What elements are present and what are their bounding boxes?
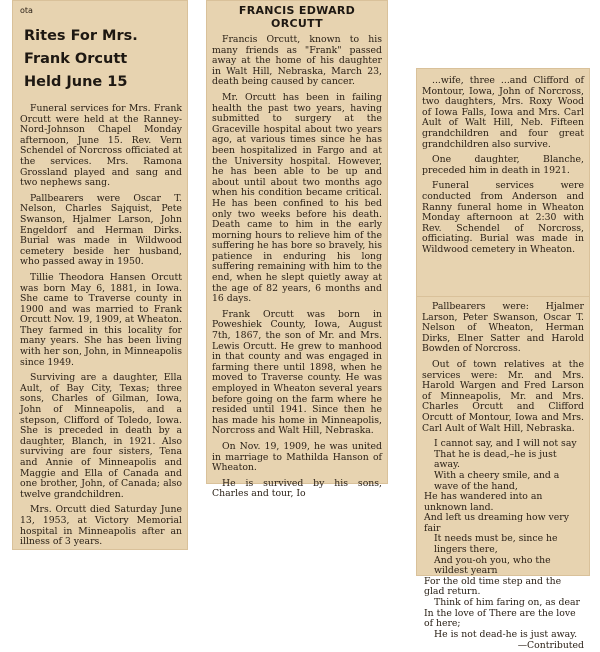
poem <box>422 439 584 640</box>
paragraph: He is survived by his sons, Charles and tour, Io <box>212 477 382 500</box>
paragraph: Mr. Orcutt has been in failing health the past two years, having submitted to surgery at the Graceville hospital about two years ago, at various times since he has been hospitalized in Fargo and at the University hospital. However, he has been able to be up and about until about two months ago when his condition became critical. He has been confined to his bed only two weeks before his death. Death came to him in the early morning hours to relieve him of the suffering he has bore so bravely, his patience in enduring his long suffering remaining with him to the end, when he slept quietly away at the age of 82 years, 6 months and 16 days. <box>212 91 382 305</box>
poem-line: For the old time step and the glad return. <box>424 575 562 598</box>
paragraph: ...wife, three ...and Clifford of Montour, Iowa, John of Norcross, two daughters, Mrs. Roxy Wood of Iowa Falls, Iowa and Mrs. Carl Ault of Walt Hill, Neb. Fifteen grandchildren and four great grandchildren also survive. <box>422 75 584 150</box>
clipping-headline <box>24 25 182 94</box>
headline-line-2: Frank Orcutt <box>24 51 128 67</box>
paragraph: Surviving are a daughter, Ella Ault, of Bay City, Texas; three sons, Charles of Gilman, Iowa, John of Minneapolis, and a stepson, Clifford of Toledo, Iowa. She is preceded in death by a daughter, Blanch, in 1921. Also surviving are four sisters, Tena and Annie of Minneapolis and Maggie and Ella of Canada and one brother, John, of Canada; also twelve grandchildren. <box>20 372 182 500</box>
clipping-mrs-frank-orcutt <box>12 0 188 550</box>
headline-line-3: Held June 15 <box>24 74 128 90</box>
paragraph: Francis Orcutt, known to his many friends as "Frank" passed away at the home of his daughter in Walt Hill, Nebraska, March 23, death being caused by cancer. <box>212 34 382 88</box>
paragraph: One daughter, Blanche, preceded him in death in 1921. <box>422 154 584 176</box>
paragraph: Mrs. Orcutt died Saturday June 13, 1953, at Victory Memorial hospital in Minneapolis after an illness of 3 years. <box>20 504 182 548</box>
poem-line: With a cheery smile, and a wave of the hand, <box>434 469 560 492</box>
paragraph: Tillie Theodora Hansen Orcutt was born May 6, 1881, in Iowa. She came to Traverse county in 1900 and was married to Frank Orcutt Nov. 19, 1909, at Wheaton. They farmed in this locality for many years. She has been living with her son, John, in Minneapolis since 1949. <box>20 271 182 368</box>
clipping-continuation-top <box>416 68 590 300</box>
poem-line: And you-oh you, who the wildest yearn <box>434 554 551 577</box>
poem-line: He is not dead-he is just away. <box>434 628 578 640</box>
clipping-top-fragment: ota <box>20 6 33 15</box>
clipping-continuation-bottom <box>416 296 590 652</box>
poem-line: And left us dreaming how very fair <box>424 512 570 534</box>
clipping-headline: FRANCIS EDWARD ORCUTT <box>238 4 356 30</box>
headline-line-1: Rites For Mrs. <box>24 28 138 44</box>
paragraph: Funeral services for Mrs. Frank Orcutt were held at the Ranney-Nord-Johnson Chapel Monday afternoon, June 15. Rev. Vern Schendel of Norcross officiated at the services. Mrs. Ramona Grossland played and sang and two nephews sang. <box>20 103 182 189</box>
paragraph: Out of town relatives at the services were: Mr. and Mrs. Harold Wargen and Fred Larson of Minneapolis, Mr. and Mrs. Charles Orcutt and Clifford Orcutt of Montour, Iowa and Mrs. Carl Ault of Walt Hill, Nebraska. <box>422 358 584 434</box>
poem-line: I cannot say, and I will not say <box>434 438 577 450</box>
poem-line: That he is dead,–he is just away. <box>434 448 557 471</box>
poem-line: Think of him faring on, as dear <box>434 597 580 609</box>
paragraph: Frank Orcutt was born in Poweshiek County, Iowa, August 7th, 1867, the son of Mr. and Mrs. Lewis Orcutt. He grew to manhood in that county and was engaged in farming there until 1898, when he moved to Traverse county. He was employed in Wheaton several years before going on the farm where he resided until 1941. Since then he has made his home in Minneapolis, Norcross and Walt Hill, Nebraska. <box>212 308 382 437</box>
clipping-francis-edward-orcutt <box>206 0 388 500</box>
paragraph: Funeral services were conducted from Anderson and Ranny funeral home in Wheaton Monday afternoon at 2:30 with Rev. Schendel of Norcross, officiating. Burial was made in Wildwood cemetery in Wheaton. <box>422 180 584 255</box>
poem-line: He has wandered into an unknown land. <box>424 491 543 513</box>
signature: —Contributed <box>517 640 584 652</box>
poem-line: In the love of There are the love of here; <box>424 607 576 630</box>
paragraph: Pallbearers were: Hjalmer Larson, Peter Swanson, Oscar T. Nelson of Wheaton, Herman Dirks, Elner Satter and Harold Bowden of Norcross. <box>422 301 584 355</box>
paragraph: On Nov. 19, 1909, he was united in marriage to Mathilda Hanson of Wheaton. <box>212 440 382 474</box>
poem-line: It needs must be, since he lingers there, <box>434 533 558 556</box>
paragraph: Pallbearers were Oscar T. Nelson, Charles Sajquist, Pete Swanson, Hjalmer Larson, John Engeldorf and Herman Dirks. Burial was made in Wildwood cemetery beside her husband, who passed away in 1950. <box>20 192 182 268</box>
